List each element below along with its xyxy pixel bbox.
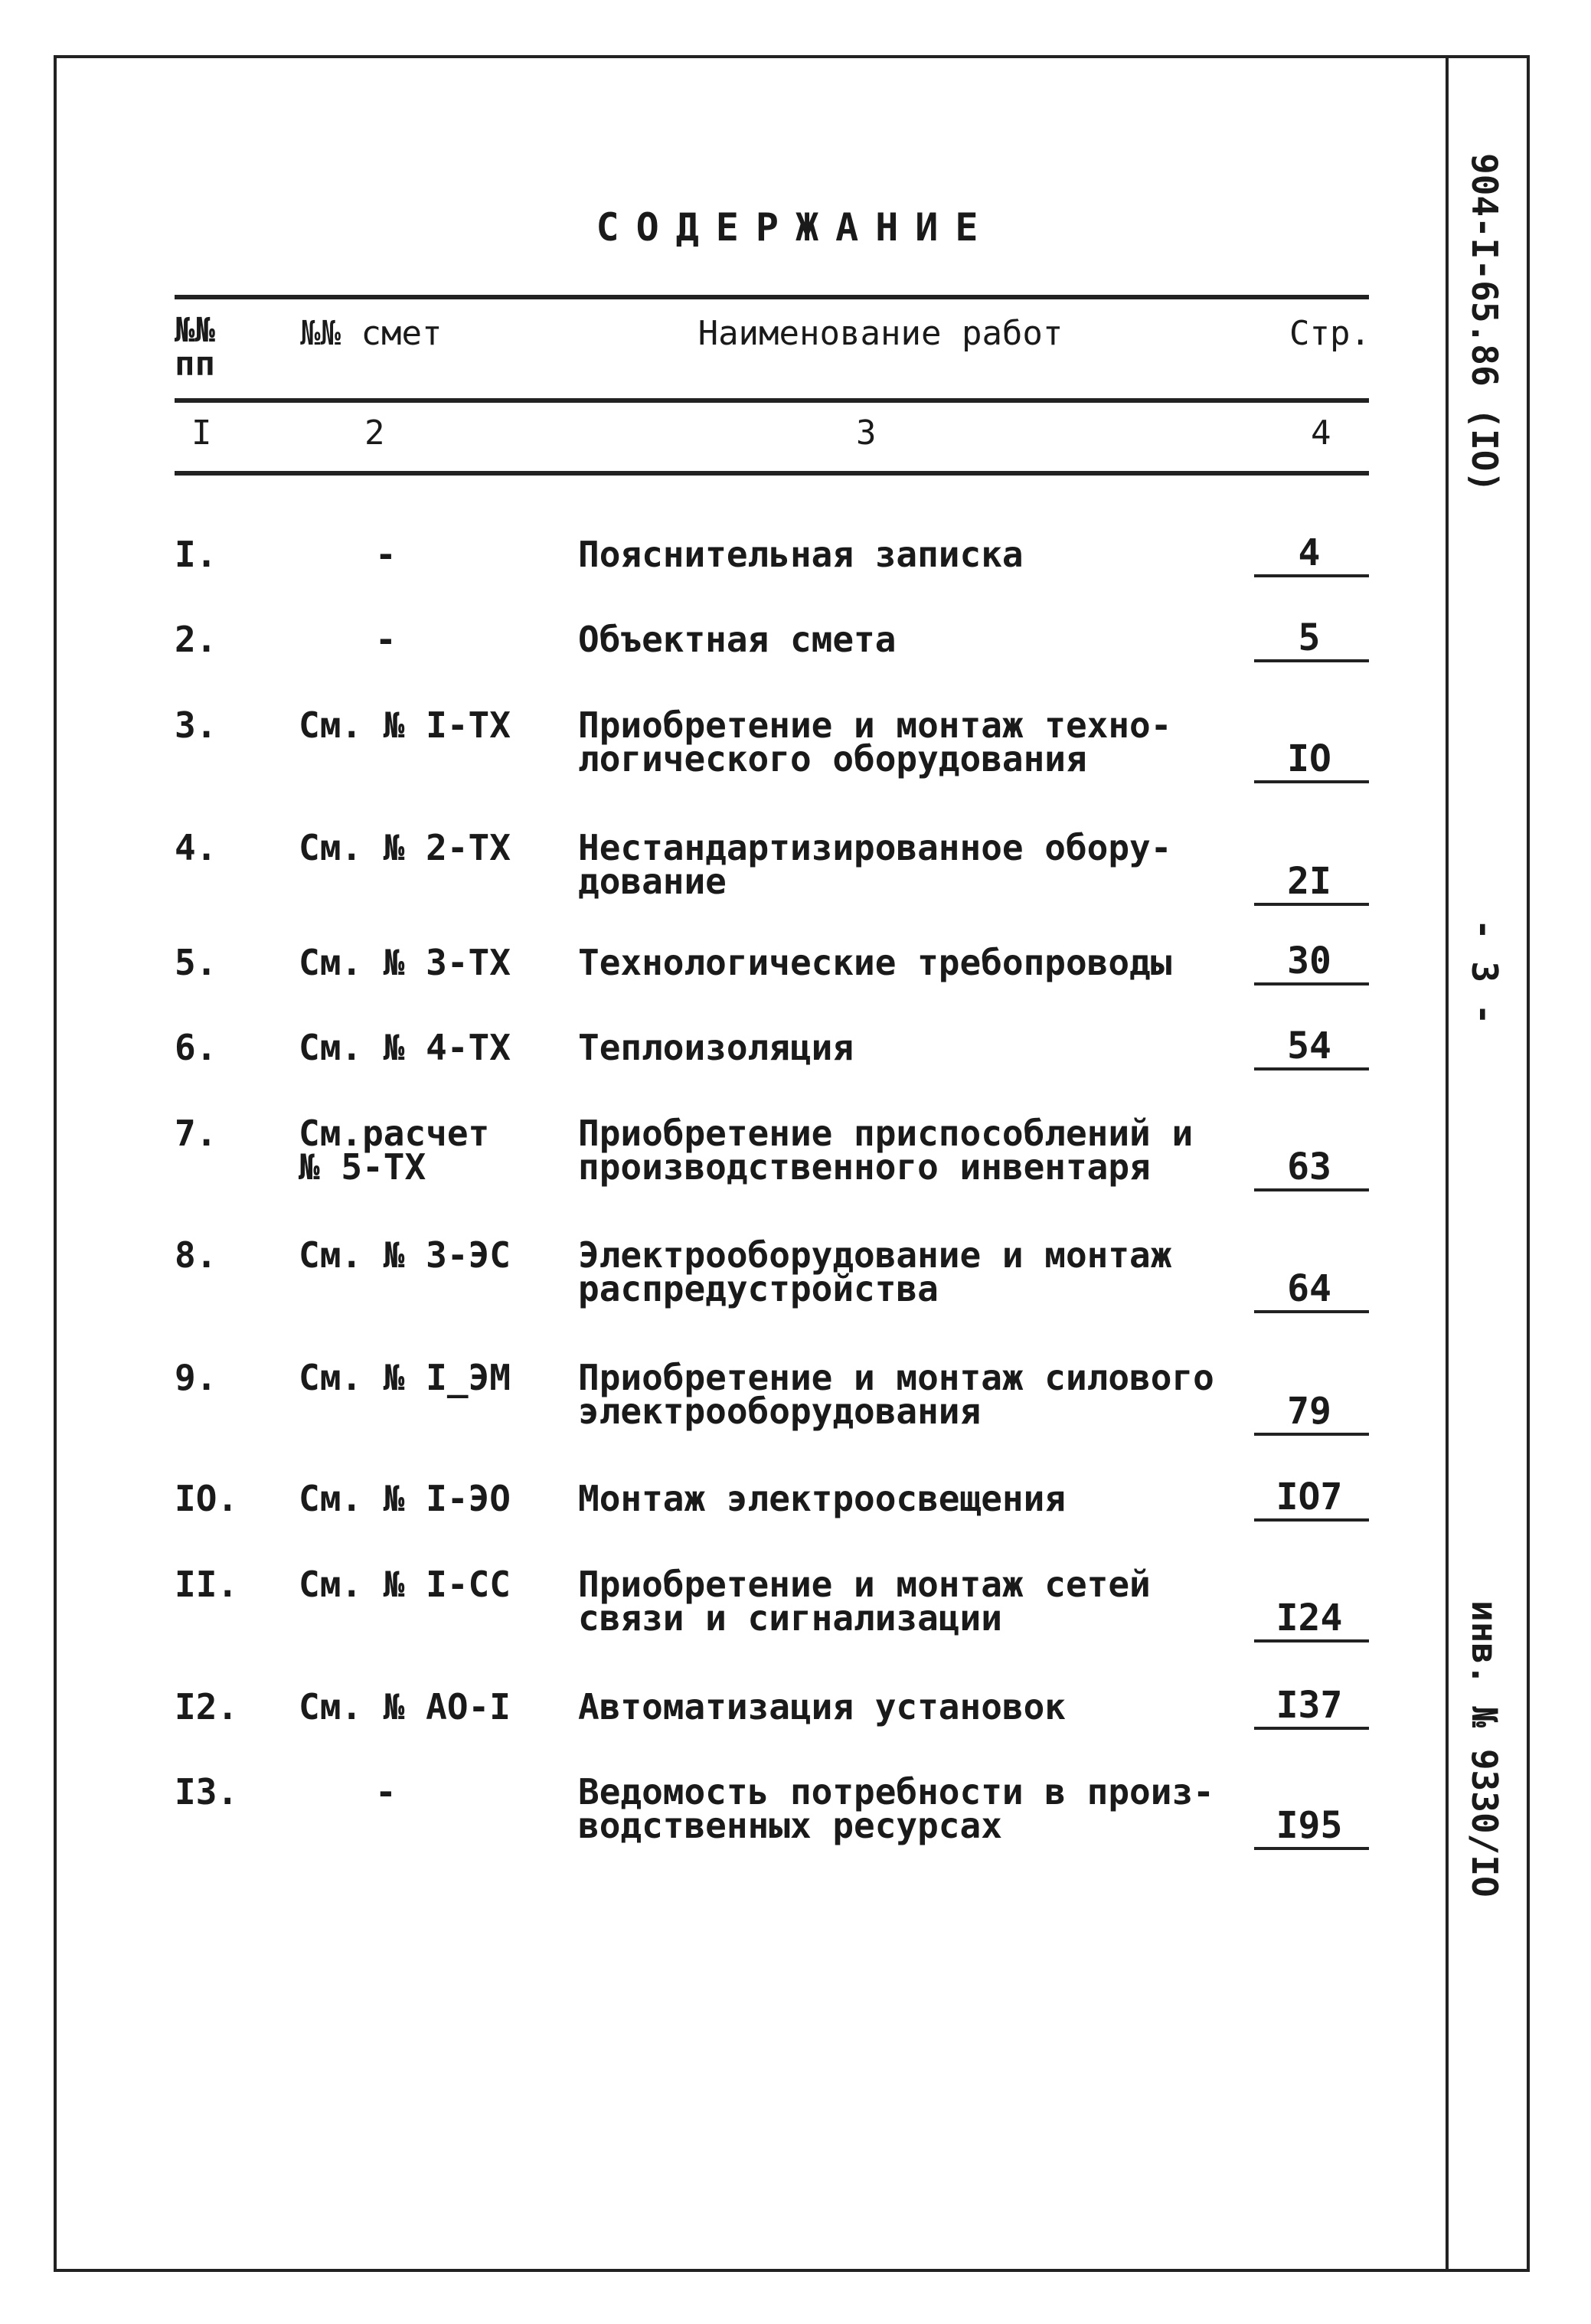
row-estimate: - <box>375 619 397 660</box>
row-estimate: См. № I-СС <box>299 1564 511 1605</box>
column-number-3: 3 <box>856 413 877 453</box>
inventory-number: инв. № 9330/IO <box>1464 1600 1505 1897</box>
page-underline <box>1254 1310 1369 1313</box>
row-name: Нестандартизированное обору- дование <box>578 827 1172 902</box>
row-page: 30 <box>1287 940 1331 982</box>
page-underline <box>1254 1067 1369 1070</box>
row-number: I2. <box>175 1686 239 1727</box>
page-underline <box>1254 659 1369 662</box>
row-estimate: - <box>375 1771 397 1812</box>
page-underline <box>1254 982 1369 985</box>
header-page: Стр. <box>1289 314 1370 353</box>
side-rule <box>1446 58 1449 2270</box>
row-page: I37 <box>1276 1684 1343 1727</box>
header-num: №№ пп <box>175 311 215 384</box>
column-number-rule <box>175 471 1369 476</box>
page-underline <box>1254 1727 1369 1730</box>
row-name: Ведомость потребности в произ- водственных ресурсах <box>578 1771 1214 1846</box>
row-estimate: См.расчет № 5-ТХ <box>299 1113 490 1188</box>
row-name: Объектная смета <box>578 619 897 660</box>
page-number-label: - 3 - <box>1464 919 1505 1025</box>
row-name: Технологические требопроводы <box>578 942 1172 983</box>
page-underline <box>1254 1188 1369 1191</box>
row-page: 5 <box>1298 616 1321 659</box>
row-name: Приобретение и монтаж сетей связи и сигнализации <box>578 1564 1151 1639</box>
row-page: 54 <box>1287 1025 1331 1067</box>
header-rule <box>175 398 1369 403</box>
page-underline <box>1254 574 1369 577</box>
row-estimate: См. № АО-I <box>299 1686 511 1727</box>
column-number-1: I <box>191 413 212 453</box>
row-number: II. <box>175 1564 239 1605</box>
row-number: 2. <box>175 619 217 660</box>
page-underline <box>1254 780 1369 783</box>
row-page: I24 <box>1276 1597 1343 1639</box>
row-page: 63 <box>1287 1146 1331 1188</box>
row-number: 3. <box>175 704 217 746</box>
row-number: 9. <box>175 1357 217 1398</box>
row-name: Электрооборудование и монтаж распредустройства <box>578 1234 1172 1309</box>
page-underline <box>1254 1847 1369 1850</box>
row-estimate: См. № I-ЭО <box>299 1478 511 1519</box>
table-top-rule <box>175 295 1369 299</box>
row-page: IO <box>1287 737 1331 780</box>
page-title: СОДЕРЖАНИЕ <box>596 205 995 250</box>
page-underline <box>1254 1433 1369 1436</box>
row-number: I. <box>175 534 217 575</box>
page-underline <box>1254 1639 1369 1642</box>
row-page: 64 <box>1287 1267 1331 1310</box>
row-estimate: См. № 3-ТХ <box>299 942 511 983</box>
row-name: Приобретение приспособлений и производственного инвентаря <box>578 1113 1194 1188</box>
row-name: Монтаж электроосвещения <box>578 1478 1066 1519</box>
row-page: 79 <box>1287 1390 1331 1433</box>
row-number: 6. <box>175 1027 217 1068</box>
page-underline <box>1254 903 1369 906</box>
row-estimate: См. № 4-ТХ <box>299 1027 511 1068</box>
row-estimate: - <box>375 534 397 575</box>
row-page: I95 <box>1276 1804 1343 1847</box>
document-code: 904-I-65.86 (IO) <box>1464 153 1505 493</box>
page-underline <box>1254 1518 1369 1522</box>
row-number: 8. <box>175 1234 217 1276</box>
column-number-4: 4 <box>1311 413 1331 453</box>
row-name: Приобретение и монтаж техно- логического оборудования <box>578 704 1172 780</box>
row-estimate: См. № I-ТХ <box>299 704 511 746</box>
row-number: 4. <box>175 827 217 868</box>
row-number: I3. <box>175 1771 239 1812</box>
row-page: IO7 <box>1276 1476 1343 1518</box>
row-name: Пояснительная записка <box>578 534 1024 575</box>
row-number: IO. <box>175 1478 239 1519</box>
row-estimate: См. № 2-ТХ <box>299 827 511 868</box>
row-estimate: См. № I_ЭМ <box>299 1357 511 1398</box>
row-number: 7. <box>175 1113 217 1154</box>
row-name: Приобретение и монтаж силового электрооборудования <box>578 1357 1214 1432</box>
row-name: Автоматизация установок <box>578 1686 1066 1727</box>
row-page: 2I <box>1287 860 1331 903</box>
row-name: Теплоизоляция <box>578 1027 854 1068</box>
row-page: 4 <box>1298 531 1321 574</box>
header-estimate: №№ смет <box>300 314 443 353</box>
row-estimate: См. № 3-ЭС <box>299 1234 511 1276</box>
header-name: Наименование работ <box>697 314 1063 353</box>
row-number: 5. <box>175 942 217 983</box>
column-number-2: 2 <box>364 413 385 453</box>
